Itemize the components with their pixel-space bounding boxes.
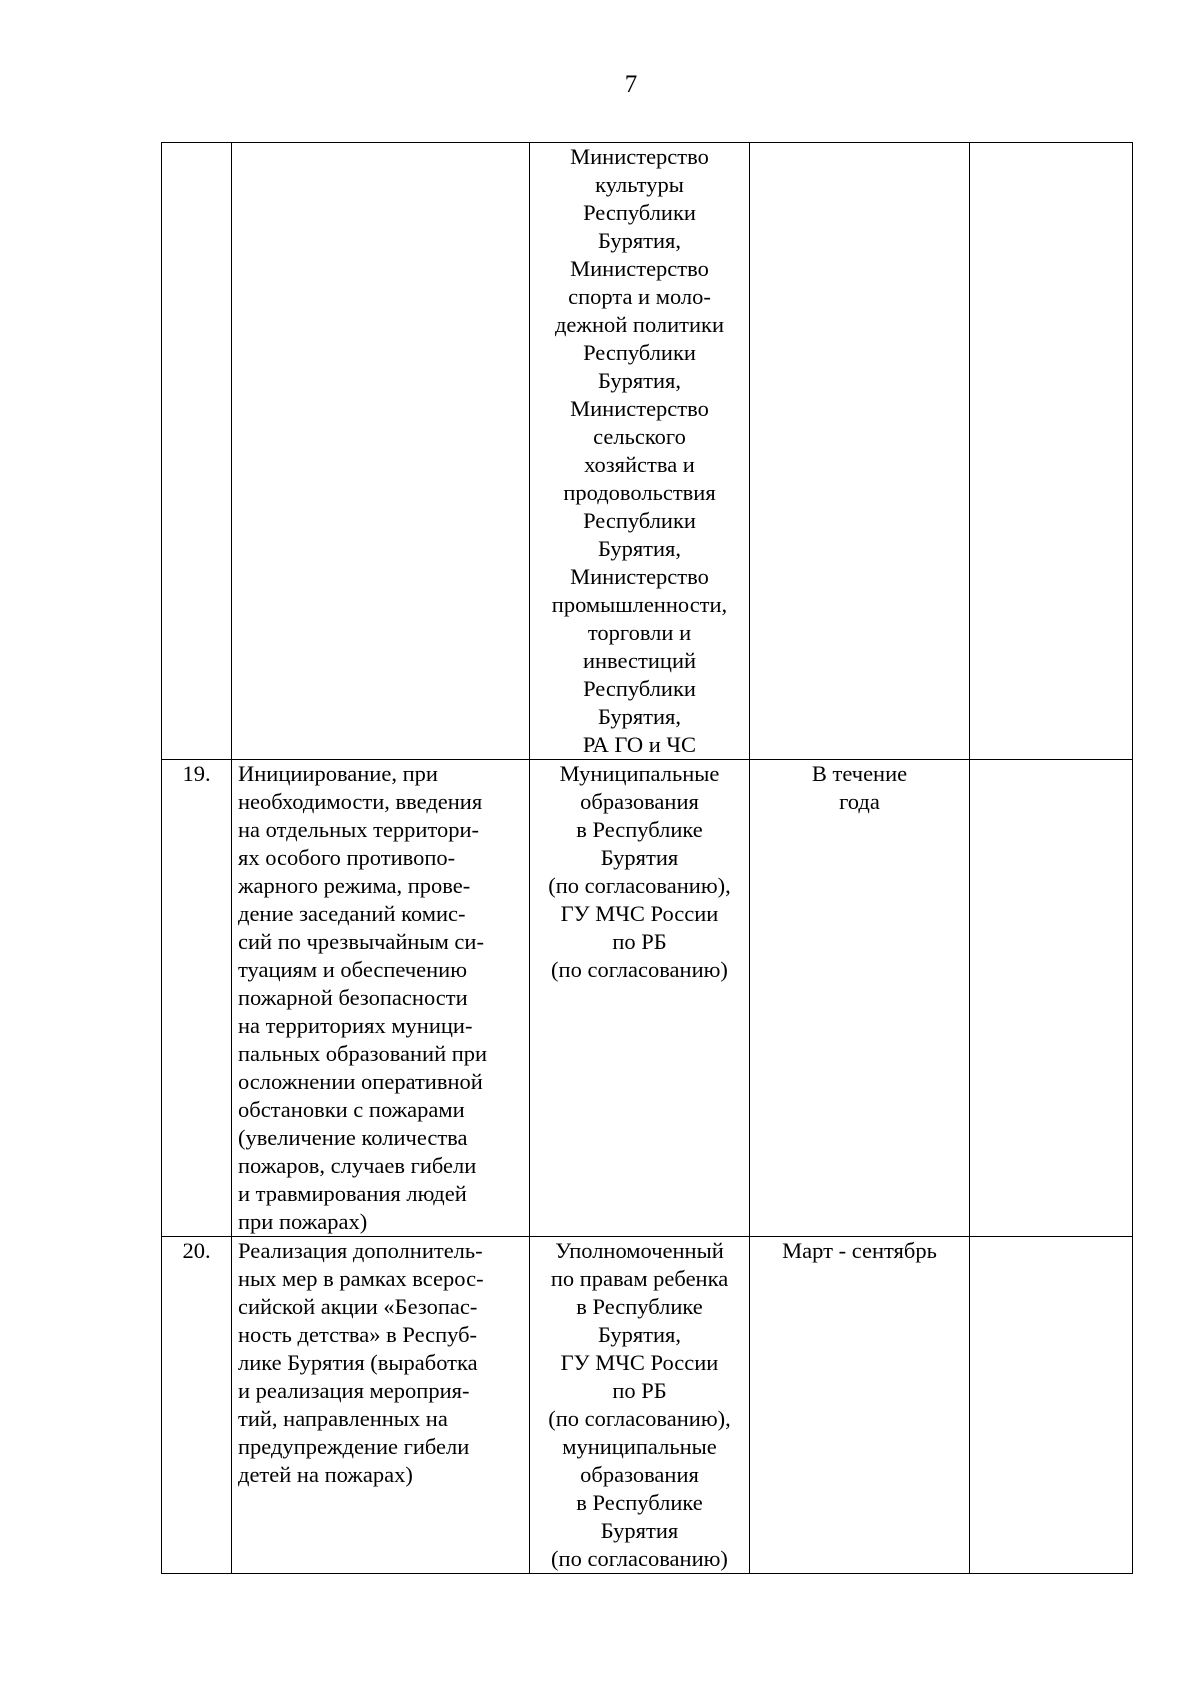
cell-text-line: Министерство (570, 144, 709, 169)
cell-text-line: дежной политики (554, 312, 725, 337)
cell-text-line: необходимости, введения (238, 789, 483, 814)
row-number-cell (162, 760, 232, 1237)
table-row (162, 760, 1133, 1237)
page-number: 7 (624, 71, 638, 98)
cell-text-line: Реализация дополнитель- (238, 1238, 483, 1263)
cell-text-line: инвестиций (582, 648, 697, 673)
cell-text-line: Республики (583, 676, 696, 701)
plan-table-body (162, 143, 1133, 1574)
cell-text-line: пальных образований при (238, 1041, 488, 1066)
cell-text-line: В течение (811, 761, 908, 786)
cell-text-line: культуры (595, 172, 684, 197)
responsible-cell (530, 760, 750, 1237)
activity-cell (232, 143, 530, 760)
cell-text-line: образования (580, 1462, 699, 1487)
cell-text-line: туациям и обеспечению (238, 957, 468, 982)
cell-text-line: в Республике (576, 817, 703, 842)
activity-cell (232, 760, 530, 1237)
cell-text-line: на территориях муници- (238, 1013, 473, 1038)
cell-text-line: Бурятия, (597, 704, 682, 729)
cell-text-line: торговли и (587, 620, 692, 645)
cell-text-line: Республики (583, 200, 696, 225)
cell-text-line: и травмирования людей (238, 1181, 467, 1206)
cell-text-line: пожаров, случаев гибели (238, 1153, 477, 1178)
responsible-cell (530, 143, 750, 760)
row-number-cell (162, 143, 232, 760)
cell-text-line: по правам ребенка (550, 1266, 729, 1291)
cell-text-line: и реализация мероприя- (238, 1378, 470, 1403)
cell-text-line: Март - сентябрь (782, 1238, 937, 1263)
row-number: 20. (182, 1238, 211, 1263)
cell-text-line: ях особого противопо- (238, 845, 456, 870)
cell-text-line: Министерство (570, 564, 709, 589)
row-number-cell (162, 1237, 232, 1574)
cell-text-line: тий, направленных на (238, 1406, 448, 1431)
cell-text-line: Муниципальные (559, 761, 720, 786)
cell-text-line: Бурятия, (597, 228, 682, 253)
note-cell (970, 760, 1133, 1237)
cell-text-line: по РБ (612, 929, 667, 954)
cell-text-line: образования (580, 789, 699, 814)
cell-text-line: Бурятия (600, 1518, 679, 1543)
cell-text-line: (по согласованию), (548, 1406, 731, 1431)
cell-text-line: сийской акции «Безопас- (238, 1294, 478, 1319)
cell-text-line: Министерство (570, 256, 709, 281)
cell-text-line: лике Бурятия (выработка (238, 1350, 478, 1375)
cell-text-line: муниципальные (562, 1434, 717, 1459)
cell-text-line: Бурятия, (597, 1322, 682, 1347)
cell-text-line: сий по чрезвычайным си- (238, 929, 484, 954)
cell-text-line: при пожарах) (238, 1209, 368, 1234)
cell-text-line: в Республике (576, 1490, 703, 1515)
term-cell (750, 1237, 970, 1574)
cell-text-line: Министерство (570, 396, 709, 421)
cell-text-line: Инициирование, при (238, 761, 438, 786)
term-cell (750, 143, 970, 760)
cell-text-line: Бурятия, (597, 536, 682, 561)
cell-text-line: пожарной безопасности (238, 985, 468, 1010)
cell-text-line: Республики (583, 508, 696, 533)
cell-text-line: предупреждение гибели (238, 1434, 470, 1459)
plan-table (161, 142, 1133, 1574)
cell-text-line: в Республике (576, 1294, 703, 1319)
cell-text-line: (увеличение количества (238, 1125, 468, 1150)
row-number: 19. (182, 761, 211, 786)
cell-text-line: продовольствия (563, 480, 716, 505)
table-row (162, 1237, 1133, 1574)
note-cell (970, 1237, 1133, 1574)
cell-text-line: ГУ МЧС России (560, 1350, 719, 1375)
cell-text-line: осложнении оперативной (238, 1069, 483, 1094)
cell-text-line: ных мер в рамках всерос- (238, 1266, 484, 1291)
cell-text-line: хозяйства и (584, 452, 695, 477)
cell-text-line: ГУ МЧС России (560, 901, 719, 926)
cell-text-line: Уполномоченный (555, 1238, 724, 1263)
cell-text-line: детей на пожарах) (238, 1462, 413, 1487)
cell-text-line: ность детства» в Респуб- (238, 1322, 478, 1347)
cell-text-line: РА ГО и ЧС (582, 732, 697, 757)
cell-text-line: по РБ (612, 1378, 667, 1403)
cell-text-line: спорта и моло- (568, 284, 711, 309)
cell-text-line: жарного режима, прове- (238, 873, 471, 898)
term-cell (750, 760, 970, 1237)
cell-text-line: Республики (583, 340, 696, 365)
responsible-cell (530, 1237, 750, 1574)
note-cell (970, 143, 1133, 760)
table-row (162, 143, 1133, 760)
cell-text-line: промышленности, (551, 592, 728, 617)
cell-text-line: года (839, 789, 880, 814)
activity-cell (232, 1237, 530, 1574)
cell-text-line: (по согласованию) (551, 1546, 728, 1571)
cell-text-line: дение заседаний комис- (238, 901, 466, 926)
cell-text-line: Бурятия, (597, 368, 682, 393)
cell-text-line: Бурятия (600, 845, 679, 870)
cell-text-line: обстановки с пожарами (238, 1097, 465, 1122)
cell-text-line: на отдельных территори- (238, 817, 480, 842)
cell-text-line: сельского (593, 424, 686, 449)
cell-text-line: (по согласованию) (551, 957, 728, 982)
cell-text-line: (по согласованию), (548, 873, 731, 898)
